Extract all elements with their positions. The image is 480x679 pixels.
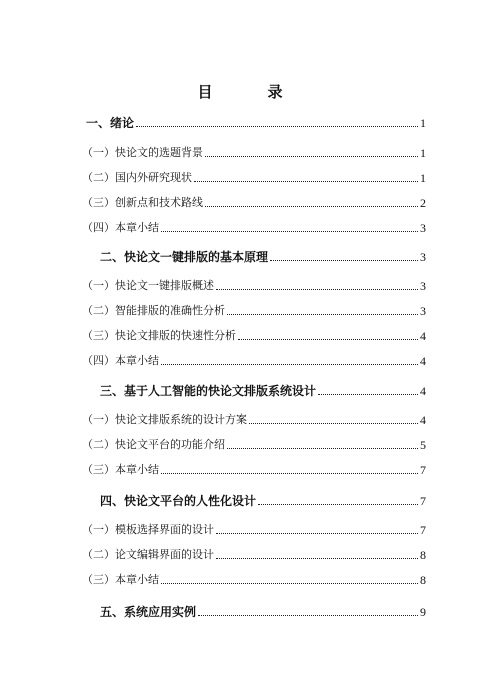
toc-page-number: 8 (420, 573, 426, 587)
toc-leader-dots (161, 364, 418, 365)
toc-page-number: 5 (420, 438, 426, 452)
toc-entry-text: （三）创新点和技术路线 (82, 196, 203, 209)
toc-leader-dots (238, 339, 418, 340)
toc-entry-section-2-2[interactable] (82, 302, 426, 320)
toc-entry-text: （二）智能排版的准确性分析 (82, 304, 225, 317)
toc-entry-text: （二）国内外研究现状 (82, 171, 192, 184)
toc-title: 目 录 (197, 83, 303, 101)
toc-entry-text: （一）模板选择界面的设计 (82, 523, 214, 536)
toc-entry-section-1-1[interactable] (82, 144, 426, 162)
toc-entry-section-2-4[interactable] (82, 352, 426, 370)
toc-entry-chapter-3[interactable] (100, 382, 426, 400)
toc-leader-dots (227, 314, 418, 315)
toc-entry-text: 一、绪论 (86, 116, 135, 130)
toc-page-number: 3 (420, 250, 426, 264)
toc-leader-dots (318, 394, 418, 395)
toc-entry-section-1-3[interactable] (82, 194, 426, 212)
toc-entry-section-2-1[interactable] (82, 277, 426, 295)
toc-entry-chapter-1[interactable] (86, 114, 426, 132)
toc-leader-dots (205, 156, 418, 157)
toc-leader-dots (216, 558, 418, 559)
toc-leader-dots (161, 231, 418, 232)
toc-page-number: 4 (420, 413, 426, 427)
toc-entry-section-3-3[interactable] (82, 461, 426, 479)
toc-page-number: 3 (420, 279, 426, 293)
toc-entry-section-1-2[interactable] (82, 169, 426, 187)
toc-leader-dots (258, 504, 418, 505)
toc-leader-dots (161, 583, 418, 584)
toc-page-number: 4 (420, 329, 426, 343)
toc-leader-dots (194, 181, 418, 182)
toc-page-number: 7 (420, 463, 426, 477)
toc-entry-text: 四、快论文平台的人性化设计 (100, 494, 257, 508)
toc-entry-text: （三）快论文排版的快速性分析 (82, 329, 236, 342)
toc-entry-text: （一）快论文一键排版概述 (82, 279, 214, 292)
toc-leader-dots (249, 423, 418, 424)
toc-entry-text: 二、快论文一键排版的基本原理 (100, 250, 269, 264)
toc-entry-text: 三、基于人工智能的快论文排版系统设计 (100, 384, 317, 398)
toc-leader-dots (216, 289, 418, 290)
toc-page-number: 8 (420, 548, 426, 562)
toc-page-number: 4 (420, 384, 426, 398)
toc-entry-chapter-4[interactable] (100, 492, 426, 510)
toc-entry-chapter-5[interactable] (100, 603, 426, 621)
toc-leader-dots (198, 615, 418, 616)
toc-page-number: 3 (420, 304, 426, 318)
toc-entry-section-2-3[interactable] (82, 327, 426, 345)
toc-entry-text: （三）本章小结 (82, 463, 159, 476)
toc-page-number: 7 (420, 494, 426, 508)
toc-entry-text: （一）快论文排版系统的设计方案 (82, 413, 247, 426)
toc-entry-section-1-4[interactable] (82, 219, 426, 237)
toc-leader-dots (227, 448, 418, 449)
toc-entry-chapter-2[interactable] (100, 248, 426, 266)
toc-page-number: 2 (420, 196, 426, 210)
toc-entry-text: （三）本章小结 (82, 573, 159, 586)
toc-page-number: 1 (420, 146, 426, 160)
toc-page-number: 4 (420, 354, 426, 368)
toc-entry-section-4-1[interactable] (82, 521, 426, 539)
toc-page-number: 1 (420, 116, 426, 130)
toc-entry-section-3-1[interactable] (82, 411, 426, 429)
toc-entry-text: （四）本章小结 (82, 221, 159, 234)
toc-entry-text: （一）快论文的选题背景 (82, 146, 203, 159)
toc-leader-dots (161, 473, 418, 474)
toc-leader-dots (216, 533, 418, 534)
toc-entry-section-4-3[interactable] (82, 571, 426, 589)
toc-entry-text: （二）快论文平台的功能介绍 (82, 438, 225, 451)
toc-page-number: 7 (420, 523, 426, 537)
toc-page-number: 3 (420, 221, 426, 235)
toc-entry-text: （四）本章小结 (82, 354, 159, 367)
toc-page-number: 1 (420, 171, 426, 185)
toc-leader-dots (205, 206, 418, 207)
toc-entry-text: （二）论文编辑界面的设计 (82, 548, 214, 561)
toc-leader-dots (136, 126, 418, 127)
toc-entry-section-3-2[interactable] (82, 436, 426, 454)
toc-leader-dots (270, 260, 418, 261)
toc-entry-text: 五、系统应用实例 (100, 605, 197, 619)
toc-page-number: 9 (420, 605, 426, 619)
toc-entry-section-4-2[interactable] (82, 546, 426, 564)
